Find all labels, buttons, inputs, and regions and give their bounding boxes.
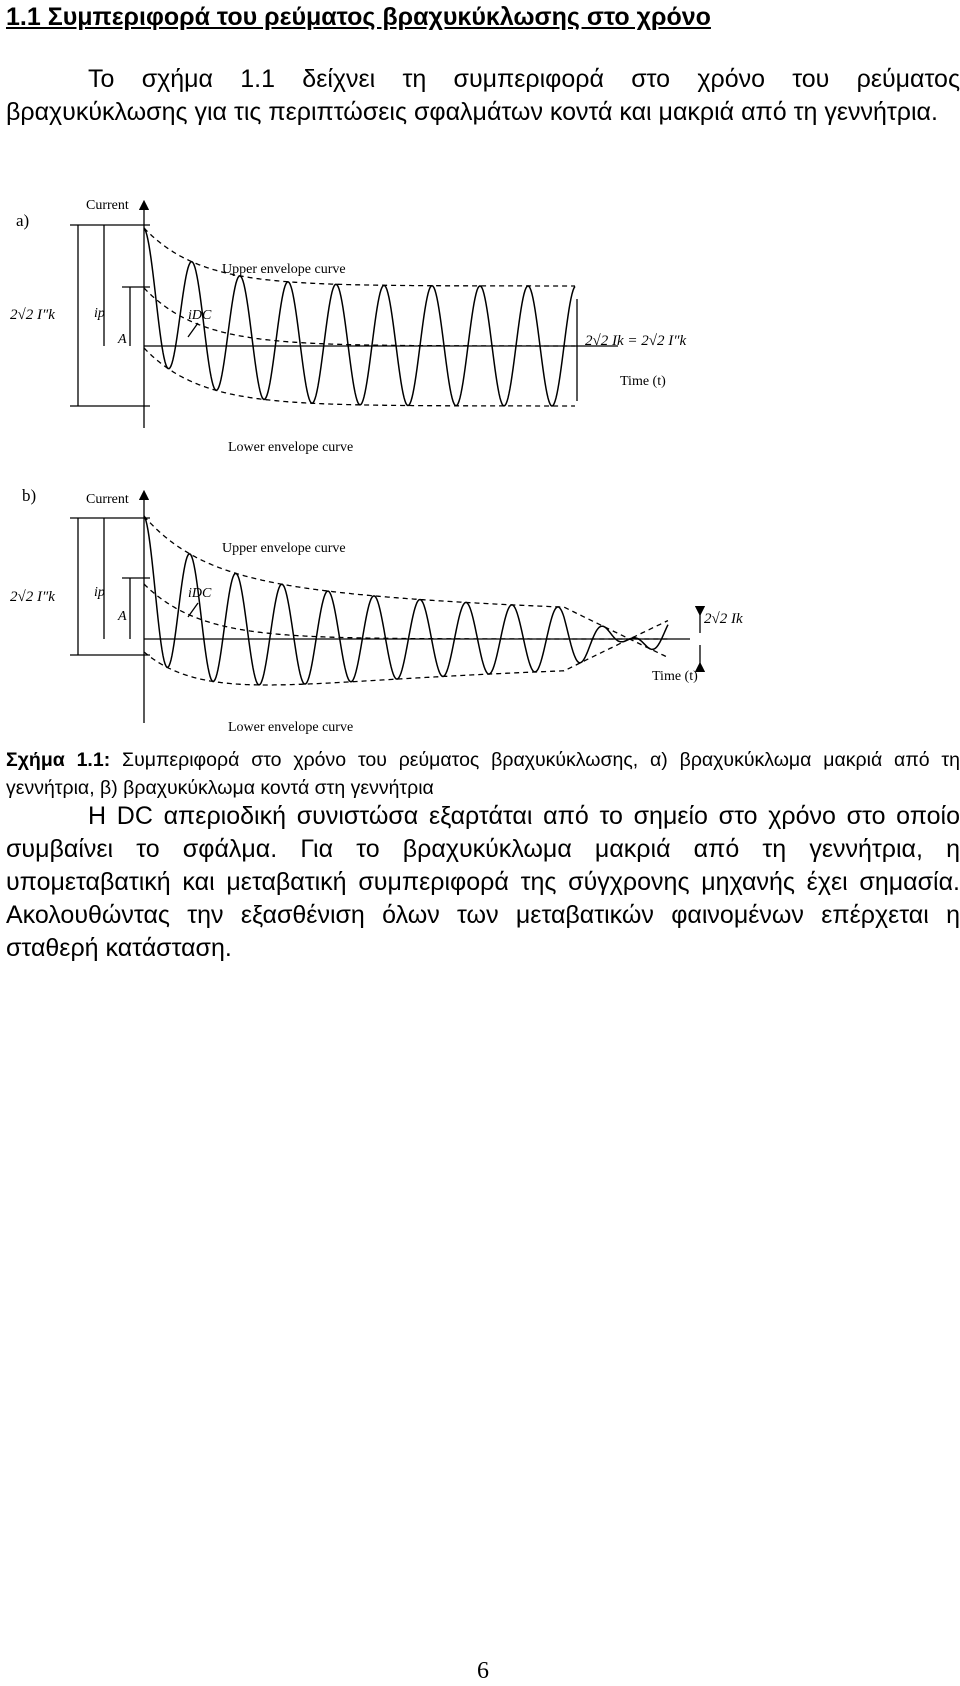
body-paragraph-text: Η DC απεριοδική συνιστώσα εξαρτάται από το σημείο στο χρόνο στο οποίο συμβαίνει το σφάλμα. Για το βραχυκύκλωμα μακριά από τη γεννήτρια, η υπομεταβατική και μεταβατική συμπεριφορά της σύγχρονης μηχανής έχει σημασία. Ακολουθώντας την εξασθένιση όλων των μεταβατικών φαινομένων επέρχεται η σταθερή κατάσταση.	[6, 802, 960, 962]
panel-a	[10, 198, 686, 455]
panel-b-ip-label: ip	[94, 585, 105, 600]
panel-b-upper-envelope-label: Upper envelope curve	[222, 541, 346, 556]
figure-caption-text: Συμπεριφορά στο χρόνο του ρεύματος βραχυκύκλωσης, α) βραχυκύκλωμα μακριά από τη γεννήτρια, β) βραχυκύκλωμα κοντά στη γεννήτρια	[6, 749, 960, 799]
panel-a-upper-envelope-label: Upper envelope curve	[222, 262, 346, 277]
panel-b-label: b)	[22, 486, 37, 505]
panel-a-steady-state-label: 2√2 Ik = 2√2 I″k	[585, 333, 687, 349]
panel-b-y-axis-label: Current	[86, 492, 129, 507]
figure-1-1	[0, 183, 800, 743]
section-heading: 1.1 Συμπεριφορά του ρεύματος βραχυκύκλωσης στο χρόνο	[6, 3, 711, 31]
panel-a-lower-envelope	[144, 348, 575, 406]
panel-b-lower-envelope-label: Lower envelope curve	[228, 720, 354, 735]
figure-caption	[6, 746, 960, 802]
intro-paragraph-text: Το σχήμα 1.1 δείχνει τη συμπεριφορά στο χρόνο του ρεύματος βραχυκύκλωσης για τις περιπτώσεις σφαλμάτων κοντά και μακριά από τη γεννήτρια.	[6, 65, 960, 126]
body-paragraph	[6, 800, 960, 965]
panel-a-y-axis-label: Current	[86, 198, 129, 213]
panel-b-x-axis-label: Time (t)	[652, 669, 698, 684]
panel-a-lower-envelope-label: Lower envelope curve	[228, 440, 354, 455]
panel-a-a-label: A	[118, 332, 127, 347]
panel-b-a-label: A	[118, 609, 127, 624]
panel-a-peak-label: 2√2 I″k	[10, 307, 55, 323]
page-number: 6	[477, 1658, 489, 1684]
panel-b	[10, 486, 743, 735]
short-circuit-current-diagram	[0, 183, 800, 743]
panel-b-idc-label: iDC	[188, 586, 212, 601]
panel-b-peak-label: 2√2 I″k	[10, 589, 55, 605]
figure-caption-label: Σχήμα 1.1:	[6, 749, 111, 771]
panel-a-label: a)	[16, 211, 30, 230]
panel-b-steady-state-label: 2√2 Ik	[704, 611, 743, 627]
panel-a-x-axis-label: Time (t)	[620, 374, 666, 389]
intro-paragraph	[6, 63, 960, 129]
panel-b-dc-component	[144, 584, 668, 639]
panel-a-idc-label: iDC	[188, 308, 212, 323]
panel-a-upper-envelope	[144, 228, 575, 286]
panel-a-ip-label: ip	[94, 306, 105, 321]
